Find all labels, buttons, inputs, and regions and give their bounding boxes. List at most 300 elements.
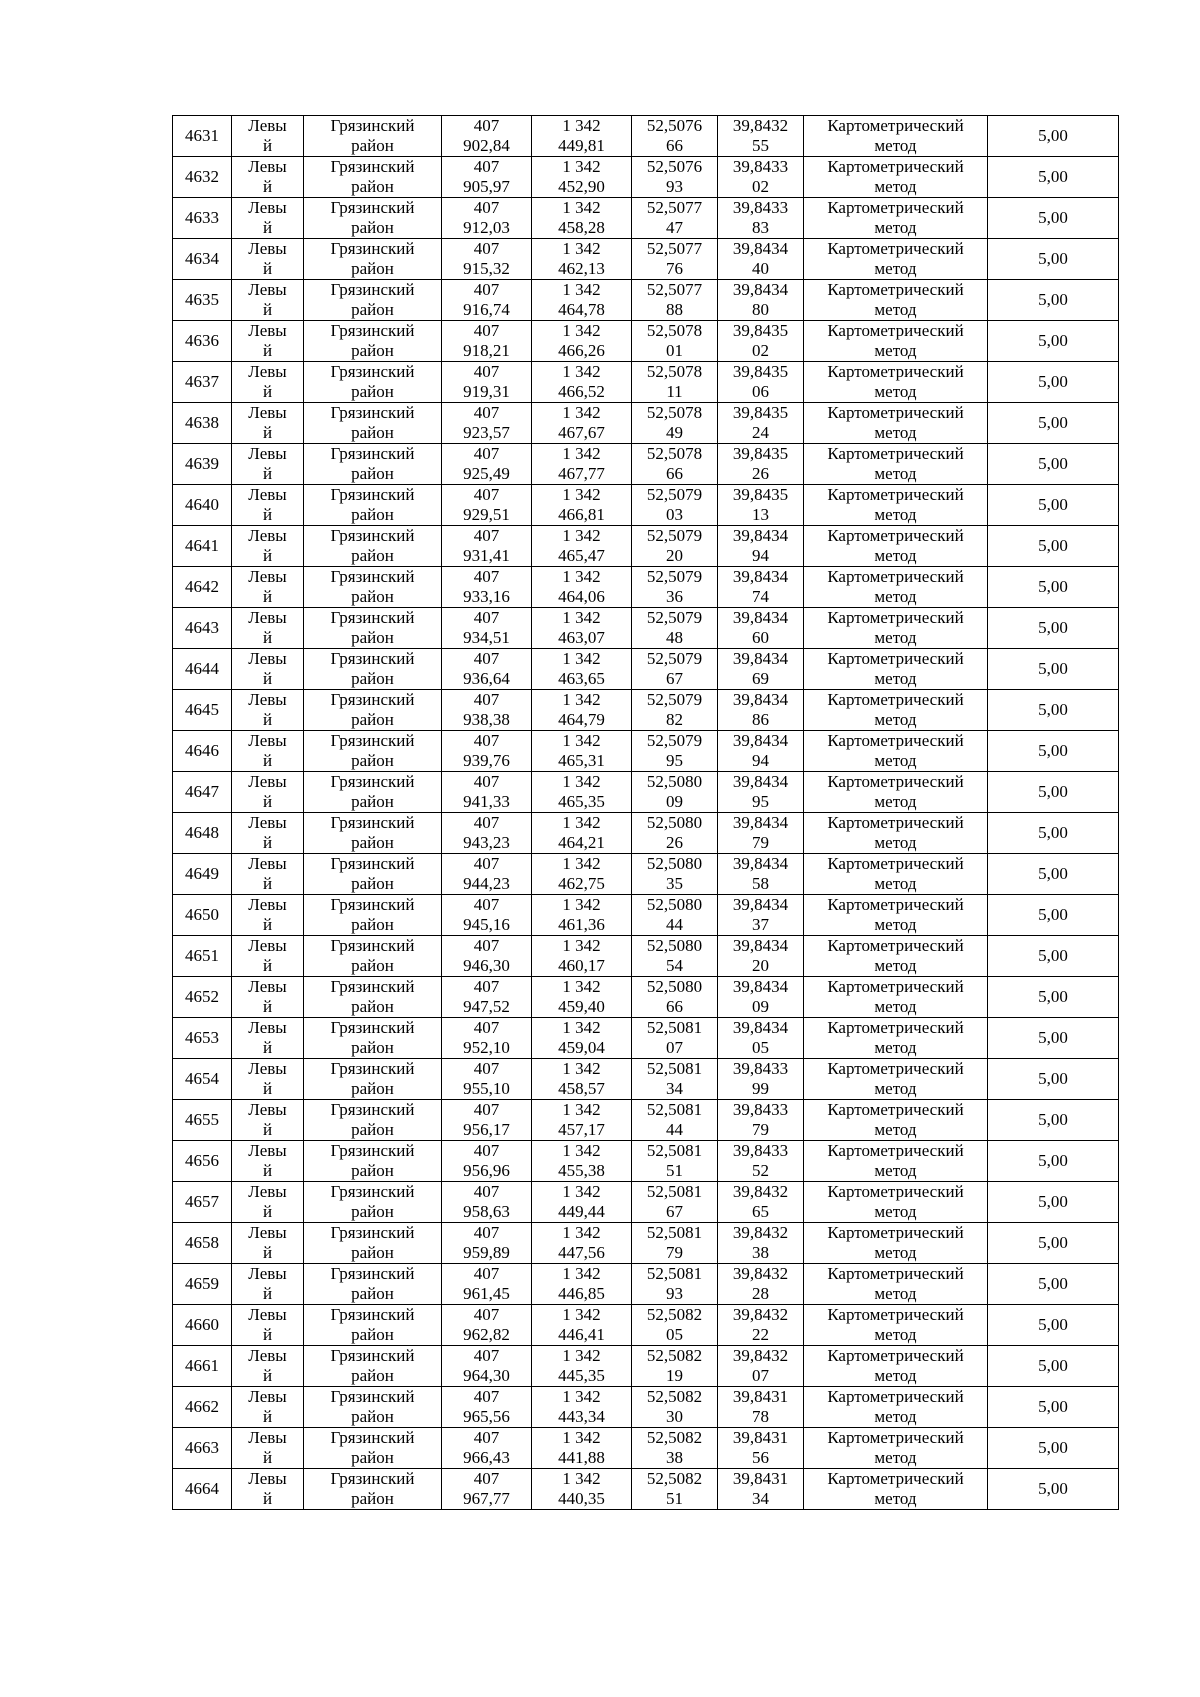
method-cell-line: Картометрический bbox=[827, 690, 964, 709]
latitude-cell-line: 52,5079 bbox=[646, 731, 703, 750]
y-coordinate-cell bbox=[532, 895, 632, 936]
longitude-cell-line: 94 bbox=[752, 751, 769, 770]
longitude-cell-line: 94 bbox=[752, 546, 769, 565]
y-coordinate-cell-line: 1 342 bbox=[562, 485, 601, 504]
y-coordinate-cell bbox=[532, 1264, 632, 1305]
point-number-cell: 4633 bbox=[173, 198, 232, 239]
side-cell bbox=[232, 977, 304, 1018]
point-number-cell: 4648 bbox=[173, 813, 232, 854]
x-coordinate-cell bbox=[442, 772, 532, 813]
method-cell bbox=[804, 772, 988, 813]
side-cell bbox=[232, 157, 304, 198]
accuracy-cell: 5,00 bbox=[988, 198, 1119, 239]
method-cell-line: Картометрический bbox=[827, 1100, 964, 1119]
y-coordinate-cell-line: 1 342 bbox=[562, 1100, 601, 1119]
side-cell bbox=[232, 690, 304, 731]
district-cell-line: Грязинский bbox=[330, 813, 415, 832]
side-cell bbox=[232, 1346, 304, 1387]
y-coordinate-cell bbox=[532, 362, 632, 403]
latitude-cell-line: 52,5077 bbox=[646, 239, 703, 258]
y-coordinate-cell bbox=[532, 157, 632, 198]
method-cell-line: метод bbox=[874, 341, 917, 360]
y-coordinate-cell-line: 1 342 bbox=[562, 772, 601, 791]
y-coordinate-cell-line: 1 342 bbox=[562, 403, 601, 422]
x-coordinate-cell-line: 407 bbox=[473, 1059, 500, 1078]
method-cell bbox=[804, 1059, 988, 1100]
accuracy-cell: 5,00 bbox=[988, 157, 1119, 198]
longitude-cell-line: 55 bbox=[752, 136, 769, 155]
y-coordinate-cell-line: 466,81 bbox=[558, 505, 605, 524]
x-coordinate-cell-line: 407 bbox=[473, 198, 500, 217]
accuracy-cell: 5,00 bbox=[988, 362, 1119, 403]
latitude-cell-line: 52,5078 bbox=[646, 321, 703, 340]
accuracy-cell: 5,00 bbox=[988, 321, 1119, 362]
x-coordinate-cell bbox=[442, 1346, 532, 1387]
district-cell-line: район bbox=[351, 669, 394, 688]
table-row bbox=[173, 690, 1119, 731]
y-coordinate-cell bbox=[532, 116, 632, 157]
x-coordinate-cell-line: 946,30 bbox=[463, 956, 510, 975]
y-coordinate-cell-line: 463,07 bbox=[558, 628, 605, 647]
side-cell-line: Левы bbox=[248, 1182, 287, 1201]
latitude-cell-line: 52,5081 bbox=[646, 1264, 703, 1283]
latitude-cell bbox=[632, 403, 718, 444]
x-coordinate-cell-line: 916,74 bbox=[463, 300, 510, 319]
y-coordinate-cell-line: 1 342 bbox=[562, 567, 601, 586]
longitude-cell-line: 39,8432 bbox=[732, 1264, 789, 1283]
y-coordinate-cell bbox=[532, 813, 632, 854]
x-coordinate-cell-line: 407 bbox=[473, 1387, 500, 1406]
table-row bbox=[173, 936, 1119, 977]
x-coordinate-cell-line: 952,10 bbox=[463, 1038, 510, 1057]
method-cell-line: Картометрический bbox=[827, 1428, 964, 1447]
district-cell bbox=[304, 321, 442, 362]
district-cell-line: район bbox=[351, 792, 394, 811]
point-number-cell: 4652 bbox=[173, 977, 232, 1018]
longitude-cell-line: 39,8434 bbox=[732, 854, 789, 873]
longitude-cell bbox=[718, 1346, 804, 1387]
x-coordinate-cell-line: 407 bbox=[473, 321, 500, 340]
y-coordinate-cell-line: 452,90 bbox=[558, 177, 605, 196]
latitude-cell bbox=[632, 1346, 718, 1387]
y-coordinate-cell-line: 1 342 bbox=[562, 690, 601, 709]
method-cell bbox=[804, 321, 988, 362]
longitude-cell-line: 22 bbox=[752, 1325, 769, 1344]
y-coordinate-cell-line: 462,13 bbox=[558, 259, 605, 278]
x-coordinate-cell-line: 407 bbox=[473, 157, 500, 176]
x-coordinate-cell-line: 407 bbox=[473, 1018, 500, 1037]
longitude-cell bbox=[718, 895, 804, 936]
latitude-cell bbox=[632, 239, 718, 280]
accuracy-cell: 5,00 bbox=[988, 239, 1119, 280]
table-row bbox=[173, 1428, 1119, 1469]
accuracy-cell: 5,00 bbox=[988, 1469, 1119, 1510]
y-coordinate-cell bbox=[532, 444, 632, 485]
longitude-cell bbox=[718, 567, 804, 608]
x-coordinate-cell-line: 938,38 bbox=[463, 710, 510, 729]
method-cell-line: Картометрический bbox=[827, 1305, 964, 1324]
side-cell bbox=[232, 1182, 304, 1223]
longitude-cell-line: 69 bbox=[752, 669, 769, 688]
district-cell-line: район bbox=[351, 300, 394, 319]
x-coordinate-cell bbox=[442, 1018, 532, 1059]
side-cell-line: й bbox=[262, 464, 273, 483]
method-cell-line: метод bbox=[874, 1366, 917, 1385]
latitude-cell-line: 52,5080 bbox=[646, 772, 703, 791]
district-cell-line: Грязинский bbox=[330, 1469, 415, 1488]
accuracy-cell: 5,00 bbox=[988, 772, 1119, 813]
latitude-cell-line: 48 bbox=[666, 628, 683, 647]
method-cell bbox=[804, 1387, 988, 1428]
district-cell bbox=[304, 1387, 442, 1428]
longitude-cell bbox=[718, 1428, 804, 1469]
side-cell-line: й bbox=[262, 1243, 273, 1262]
district-cell-line: Грязинский bbox=[330, 321, 415, 340]
longitude-cell bbox=[718, 116, 804, 157]
y-coordinate-cell bbox=[532, 1100, 632, 1141]
point-number-cell: 4638 bbox=[173, 403, 232, 444]
side-cell-line: Левы bbox=[248, 280, 287, 299]
accuracy-cell: 5,00 bbox=[988, 567, 1119, 608]
latitude-cell bbox=[632, 1305, 718, 1346]
method-cell-line: Картометрический bbox=[827, 1182, 964, 1201]
latitude-cell-line: 52,5082 bbox=[646, 1346, 703, 1365]
latitude-cell-line: 19 bbox=[666, 1366, 683, 1385]
district-cell bbox=[304, 1264, 442, 1305]
method-cell-line: Картометрический bbox=[827, 1141, 964, 1160]
district-cell-line: Грязинский bbox=[330, 280, 415, 299]
y-coordinate-cell-line: 467,77 bbox=[558, 464, 605, 483]
method-cell-line: Картометрический bbox=[827, 772, 964, 791]
x-coordinate-cell-line: 947,52 bbox=[463, 997, 510, 1016]
side-cell-line: Левы bbox=[248, 239, 287, 258]
method-cell bbox=[804, 1428, 988, 1469]
method-cell-line: Картометрический bbox=[827, 1346, 964, 1365]
longitude-cell-line: 39,8434 bbox=[732, 936, 789, 955]
district-cell-line: Грязинский bbox=[330, 895, 415, 914]
side-cell-line: Левы bbox=[248, 1346, 287, 1365]
longitude-cell bbox=[718, 936, 804, 977]
longitude-cell bbox=[718, 690, 804, 731]
latitude-cell bbox=[632, 1100, 718, 1141]
side-cell bbox=[232, 444, 304, 485]
method-cell-line: Картометрический bbox=[827, 198, 964, 217]
side-cell-line: й bbox=[262, 1407, 273, 1426]
point-number-cell: 4637 bbox=[173, 362, 232, 403]
method-cell bbox=[804, 608, 988, 649]
district-cell-line: Грязинский bbox=[330, 1305, 415, 1324]
district-cell bbox=[304, 1223, 442, 1264]
x-coordinate-cell bbox=[442, 485, 532, 526]
y-coordinate-cell bbox=[532, 239, 632, 280]
x-coordinate-cell bbox=[442, 362, 532, 403]
x-coordinate-cell bbox=[442, 116, 532, 157]
y-coordinate-cell-line: 445,35 bbox=[558, 1366, 605, 1385]
side-cell-line: й bbox=[262, 1120, 273, 1139]
method-cell bbox=[804, 1018, 988, 1059]
point-number-cell: 4649 bbox=[173, 854, 232, 895]
y-coordinate-cell bbox=[532, 1059, 632, 1100]
table-row bbox=[173, 649, 1119, 690]
side-cell-line: Левы bbox=[248, 1428, 287, 1447]
latitude-cell-line: 30 bbox=[666, 1407, 683, 1426]
accuracy-cell: 5,00 bbox=[988, 116, 1119, 157]
latitude-cell-line: 52,5076 bbox=[646, 157, 703, 176]
method-cell bbox=[804, 977, 988, 1018]
side-cell bbox=[232, 1059, 304, 1100]
district-cell-line: Грязинский bbox=[330, 198, 415, 217]
x-coordinate-cell-line: 407 bbox=[473, 649, 500, 668]
method-cell-line: Картометрический bbox=[827, 608, 964, 627]
side-cell-line: й bbox=[262, 1448, 273, 1467]
y-coordinate-cell-line: 466,52 bbox=[558, 382, 605, 401]
latitude-cell-line: 67 bbox=[666, 669, 683, 688]
longitude-cell-line: 65 bbox=[752, 1202, 769, 1221]
x-coordinate-cell bbox=[442, 444, 532, 485]
method-cell bbox=[804, 444, 988, 485]
side-cell-line: й bbox=[262, 628, 273, 647]
latitude-cell bbox=[632, 198, 718, 239]
x-coordinate-cell-line: 964,30 bbox=[463, 1366, 510, 1385]
latitude-cell-line: 03 bbox=[666, 505, 683, 524]
latitude-cell-line: 09 bbox=[666, 792, 683, 811]
latitude-cell-line: 47 bbox=[666, 218, 683, 237]
table-row bbox=[173, 813, 1119, 854]
y-coordinate-cell-line: 459,04 bbox=[558, 1038, 605, 1057]
point-number-cell: 4650 bbox=[173, 895, 232, 936]
y-coordinate-cell bbox=[532, 1346, 632, 1387]
side-cell bbox=[232, 403, 304, 444]
district-cell-line: район bbox=[351, 1120, 394, 1139]
longitude-cell-line: 39,8431 bbox=[732, 1387, 789, 1406]
district-cell-line: район bbox=[351, 464, 394, 483]
x-coordinate-cell-line: 407 bbox=[473, 403, 500, 422]
side-cell-line: й bbox=[262, 259, 273, 278]
district-cell-line: Грязинский bbox=[330, 116, 415, 135]
x-coordinate-cell-line: 956,96 bbox=[463, 1161, 510, 1180]
x-coordinate-cell-line: 407 bbox=[473, 731, 500, 750]
side-cell-line: й bbox=[262, 177, 273, 196]
longitude-cell-line: 26 bbox=[752, 464, 769, 483]
accuracy-cell: 5,00 bbox=[988, 936, 1119, 977]
point-number-cell: 4662 bbox=[173, 1387, 232, 1428]
y-coordinate-cell bbox=[532, 690, 632, 731]
side-cell-line: й bbox=[262, 1325, 273, 1344]
side-cell bbox=[232, 936, 304, 977]
y-coordinate-cell-line: 449,81 bbox=[558, 136, 605, 155]
side-cell-line: Левы bbox=[248, 567, 287, 586]
latitude-cell-line: 11 bbox=[666, 382, 683, 401]
latitude-cell-line: 52,5082 bbox=[646, 1428, 703, 1447]
table-row bbox=[173, 1346, 1119, 1387]
side-cell-line: й bbox=[262, 136, 273, 155]
x-coordinate-cell-line: 905,97 bbox=[463, 177, 510, 196]
table-row bbox=[173, 116, 1119, 157]
table-row bbox=[173, 403, 1119, 444]
longitude-cell-line: 39,8434 bbox=[732, 239, 789, 258]
y-coordinate-cell-line: 1 342 bbox=[562, 1469, 601, 1488]
x-coordinate-cell-line: 966,43 bbox=[463, 1448, 510, 1467]
point-number-cell: 4663 bbox=[173, 1428, 232, 1469]
method-cell-line: метод bbox=[874, 300, 917, 319]
y-coordinate-cell-line: 1 342 bbox=[562, 854, 601, 873]
side-cell bbox=[232, 1305, 304, 1346]
method-cell-line: Картометрический bbox=[827, 649, 964, 668]
latitude-cell bbox=[632, 936, 718, 977]
accuracy-cell: 5,00 bbox=[988, 690, 1119, 731]
latitude-cell bbox=[632, 116, 718, 157]
side-cell bbox=[232, 895, 304, 936]
side-cell-line: Левы bbox=[248, 198, 287, 217]
method-cell-line: Картометрический bbox=[827, 813, 964, 832]
point-number-cell: 4639 bbox=[173, 444, 232, 485]
table-row bbox=[173, 239, 1119, 280]
side-cell-line: й bbox=[262, 300, 273, 319]
longitude-cell bbox=[718, 1100, 804, 1141]
district-cell bbox=[304, 895, 442, 936]
y-coordinate-cell-line: 1 342 bbox=[562, 198, 601, 217]
latitude-cell bbox=[632, 1428, 718, 1469]
point-number-cell: 4632 bbox=[173, 157, 232, 198]
method-cell bbox=[804, 1100, 988, 1141]
method-cell-line: Картометрический bbox=[827, 731, 964, 750]
y-coordinate-cell bbox=[532, 649, 632, 690]
point-number-cell: 4660 bbox=[173, 1305, 232, 1346]
latitude-cell-line: 52,5081 bbox=[646, 1018, 703, 1037]
point-number-cell: 4658 bbox=[173, 1223, 232, 1264]
district-cell-line: Грязинский bbox=[330, 772, 415, 791]
side-cell bbox=[232, 1018, 304, 1059]
district-cell-line: район bbox=[351, 1038, 394, 1057]
method-cell bbox=[804, 526, 988, 567]
x-coordinate-cell-line: 407 bbox=[473, 239, 500, 258]
latitude-cell-line: 66 bbox=[666, 136, 683, 155]
y-coordinate-cell-line: 464,78 bbox=[558, 300, 605, 319]
y-coordinate-cell-line: 1 342 bbox=[562, 1141, 601, 1160]
table-row bbox=[173, 198, 1119, 239]
longitude-cell bbox=[718, 772, 804, 813]
x-coordinate-cell-line: 919,31 bbox=[463, 382, 510, 401]
district-cell bbox=[304, 157, 442, 198]
y-coordinate-cell-line: 1 342 bbox=[562, 936, 601, 955]
y-coordinate-cell bbox=[532, 1182, 632, 1223]
district-cell-line: Грязинский bbox=[330, 608, 415, 627]
method-cell bbox=[804, 731, 988, 772]
x-coordinate-cell-line: 407 bbox=[473, 1305, 500, 1324]
method-cell-line: Картометрический bbox=[827, 567, 964, 586]
y-coordinate-cell-line: 1 342 bbox=[562, 1346, 601, 1365]
latitude-cell-line: 82 bbox=[666, 710, 683, 729]
x-coordinate-cell bbox=[442, 1387, 532, 1428]
district-cell bbox=[304, 198, 442, 239]
method-cell bbox=[804, 936, 988, 977]
side-cell-line: й bbox=[262, 833, 273, 852]
longitude-cell bbox=[718, 649, 804, 690]
point-number-cell: 4664 bbox=[173, 1469, 232, 1510]
x-coordinate-cell-line: 902,84 bbox=[463, 136, 510, 155]
method-cell-line: метод bbox=[874, 423, 917, 442]
district-cell-line: район bbox=[351, 1284, 394, 1303]
latitude-cell-line: 52,5077 bbox=[646, 198, 703, 217]
latitude-cell-line: 52,5078 bbox=[646, 444, 703, 463]
longitude-cell-line: 83 bbox=[752, 218, 769, 237]
method-cell-line: метод bbox=[874, 177, 917, 196]
y-coordinate-cell bbox=[532, 485, 632, 526]
x-coordinate-cell bbox=[442, 690, 532, 731]
method-cell-line: Картометрический bbox=[827, 280, 964, 299]
latitude-cell-line: 52,5079 bbox=[646, 526, 703, 545]
side-cell-line: Левы bbox=[248, 1018, 287, 1037]
latitude-cell-line: 66 bbox=[666, 997, 683, 1016]
method-cell-line: метод bbox=[874, 915, 917, 934]
y-coordinate-cell-line: 440,35 bbox=[558, 1489, 605, 1508]
accuracy-cell: 5,00 bbox=[988, 608, 1119, 649]
longitude-cell bbox=[718, 444, 804, 485]
side-cell-line: Левы bbox=[248, 1305, 287, 1324]
x-coordinate-cell-line: 939,76 bbox=[463, 751, 510, 770]
longitude-cell-line: 39,8434 bbox=[732, 280, 789, 299]
point-number-cell: 4641 bbox=[173, 526, 232, 567]
y-coordinate-cell-line: 441,88 bbox=[558, 1448, 605, 1467]
x-coordinate-cell-line: 933,16 bbox=[463, 587, 510, 606]
y-coordinate-cell-line: 1 342 bbox=[562, 280, 601, 299]
latitude-cell-line: 52,5079 bbox=[646, 567, 703, 586]
latitude-cell-line: 67 bbox=[666, 1202, 683, 1221]
method-cell-line: Картометрический bbox=[827, 1264, 964, 1283]
longitude-cell bbox=[718, 1305, 804, 1346]
side-cell-line: Левы bbox=[248, 772, 287, 791]
district-cell bbox=[304, 1100, 442, 1141]
longitude-cell bbox=[718, 280, 804, 321]
side-cell-line: Левы bbox=[248, 116, 287, 135]
district-cell-line: Грязинский bbox=[330, 1141, 415, 1160]
latitude-cell-line: 51 bbox=[666, 1489, 683, 1508]
method-cell-line: метод bbox=[874, 669, 917, 688]
side-cell-line: й bbox=[262, 382, 273, 401]
longitude-cell-line: 06 bbox=[752, 382, 769, 401]
side-cell-line: Левы bbox=[248, 526, 287, 545]
district-cell-line: Грязинский bbox=[330, 362, 415, 381]
accuracy-cell: 5,00 bbox=[988, 1100, 1119, 1141]
method-cell bbox=[804, 1469, 988, 1510]
y-coordinate-cell-line: 460,17 bbox=[558, 956, 605, 975]
method-cell-line: Картометрический bbox=[827, 362, 964, 381]
longitude-cell-line: 39,8434 bbox=[732, 608, 789, 627]
y-coordinate-cell bbox=[532, 977, 632, 1018]
y-coordinate-cell-line: 1 342 bbox=[562, 1059, 601, 1078]
district-cell-line: Грязинский bbox=[330, 977, 415, 996]
district-cell-line: район bbox=[351, 1407, 394, 1426]
district-cell bbox=[304, 1428, 442, 1469]
point-number-cell: 4646 bbox=[173, 731, 232, 772]
district-cell-line: район bbox=[351, 177, 394, 196]
method-cell-line: метод bbox=[874, 1407, 917, 1426]
longitude-cell bbox=[718, 977, 804, 1018]
side-cell bbox=[232, 1141, 304, 1182]
latitude-cell bbox=[632, 485, 718, 526]
y-coordinate-cell-line: 458,57 bbox=[558, 1079, 605, 1098]
x-coordinate-cell-line: 915,32 bbox=[463, 259, 510, 278]
x-coordinate-cell-line: 941,33 bbox=[463, 792, 510, 811]
accuracy-cell: 5,00 bbox=[988, 1264, 1119, 1305]
method-cell-line: метод bbox=[874, 1325, 917, 1344]
x-coordinate-cell-line: 407 bbox=[473, 608, 500, 627]
latitude-cell-line: 52,5079 bbox=[646, 485, 703, 504]
district-cell-line: Грязинский bbox=[330, 239, 415, 258]
method-cell-line: метод bbox=[874, 1202, 917, 1221]
accuracy-cell: 5,00 bbox=[988, 1059, 1119, 1100]
longitude-cell-line: 39,8434 bbox=[732, 772, 789, 791]
